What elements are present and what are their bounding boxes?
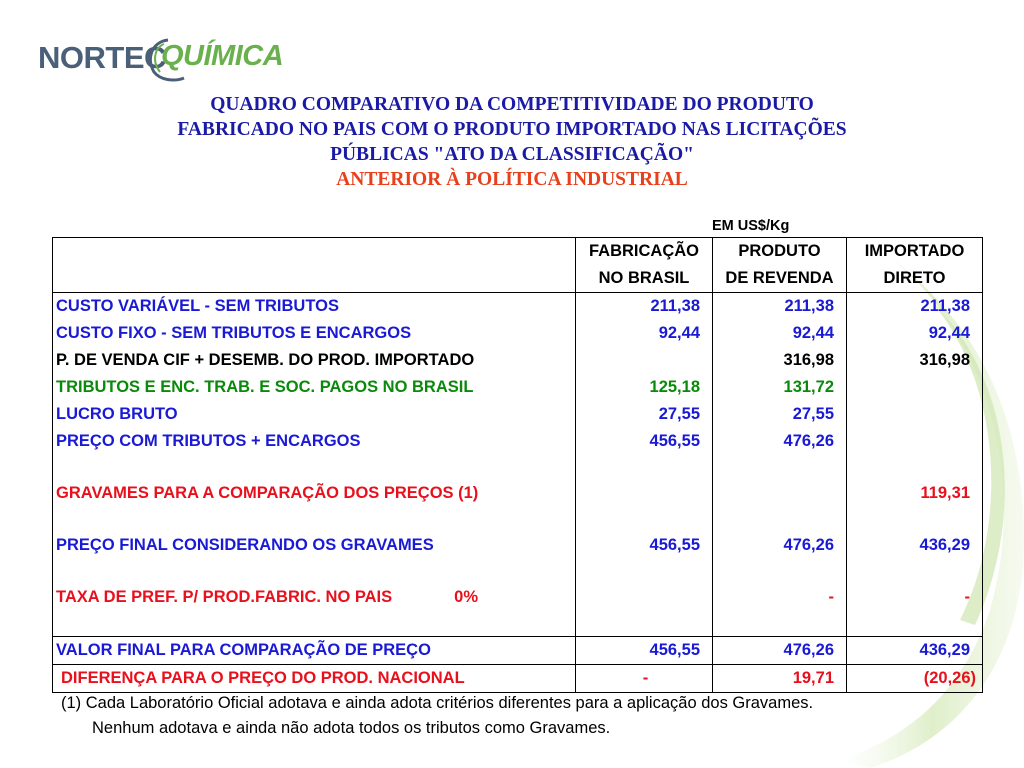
row-label: VALOR FINAL PARA COMPARAÇÃO DE PREÇO	[53, 637, 576, 665]
table-spacer-row	[53, 507, 983, 532]
cell-value: 316,98	[847, 347, 983, 374]
table-spacer-row	[53, 559, 983, 584]
cell-value	[847, 428, 983, 455]
header-importado: IMPORTADO	[847, 238, 983, 266]
table-row	[53, 665, 983, 693]
cell-value: 456,55	[576, 637, 713, 665]
cell-value: -	[713, 584, 847, 611]
cell-value	[576, 480, 713, 507]
cell-value: 476,26	[713, 428, 847, 455]
page-subtitle: ANTERIOR À POLÍTICA INDUSTRIAL	[336, 169, 688, 190]
table-spacer-row	[53, 611, 983, 637]
header-label-cell	[53, 238, 576, 266]
header-label-cell	[53, 265, 576, 293]
table-row	[53, 480, 983, 507]
cell-value: -	[576, 665, 713, 693]
row-label: PREÇO FINAL CONSIDERANDO OS GRAVAMES	[53, 532, 576, 559]
table-header-row-1	[53, 238, 983, 266]
table-row	[53, 320, 983, 347]
row-label: PREÇO COM TRIBUTOS + ENCARGOS	[53, 428, 576, 455]
footnote-1: (1) Cada Laboratório Oficial adotava e ainda adota critérios diferentes para a aplicação dos Gravames.	[61, 694, 814, 712]
taxa-percent: 0%	[454, 588, 479, 606]
header-no-brasil: NO BRASIL	[576, 265, 713, 293]
cell-value: 316,98	[713, 347, 847, 374]
cell-value: 476,26	[713, 637, 847, 665]
header-de-revenda: DE REVENDA	[713, 265, 847, 293]
cell-value: 92,44	[847, 320, 983, 347]
company-logo	[38, 36, 284, 84]
header-direto: DIRETO	[847, 265, 983, 293]
cell-value: (20,26)	[847, 665, 983, 693]
cell-value: 476,26	[713, 532, 847, 559]
currency-unit-label: EM US$/Kg	[712, 218, 790, 234]
cell-value: 92,44	[713, 320, 847, 347]
cell-value: 436,29	[847, 637, 983, 665]
cell-value: 436,29	[847, 532, 983, 559]
cell-value	[713, 480, 847, 507]
row-label: CUSTO VARIÁVEL - SEM TRIBUTOS	[53, 293, 576, 321]
cell-value: 211,38	[576, 293, 713, 321]
cell-value: 19,71	[713, 665, 847, 693]
table-row	[53, 584, 983, 611]
cell-value: 456,55	[576, 532, 713, 559]
cell-value: -	[847, 584, 983, 611]
header-fabricacao: FABRICAÇÃO	[576, 238, 713, 266]
cell-value	[847, 374, 983, 401]
row-label: TRIBUTOS E ENC. TRAB. E SOC. PAGOS NO BRASIL	[53, 374, 576, 401]
table-row	[53, 637, 983, 665]
cell-value: 92,44	[576, 320, 713, 347]
cell-value: 125,18	[576, 374, 713, 401]
row-label	[53, 584, 576, 611]
cell-value: 131,72	[713, 374, 847, 401]
cell-value	[576, 347, 713, 374]
logo-text-quimica: QUÍMICA	[161, 40, 284, 72]
table-row	[53, 374, 983, 401]
row-label: CUSTO FIXO - SEM TRIBUTOS E ENCARGOS	[53, 320, 576, 347]
table-row	[53, 401, 983, 428]
title-line-2: FABRICADO NO PAIS COM O PRODUTO IMPORTADO NAS LICITAÇÕES	[177, 119, 847, 140]
cell-value	[576, 584, 713, 611]
row-label: P. DE VENDA CIF + DESEMB. DO PROD. IMPORTADO	[53, 347, 576, 374]
comparison-table	[52, 237, 983, 693]
header-produto: PRODUTO	[713, 238, 847, 266]
table-row	[53, 293, 983, 321]
page-title	[0, 92, 1024, 192]
table-row	[53, 532, 983, 559]
table-row	[53, 428, 983, 455]
cell-value: 456,55	[576, 428, 713, 455]
title-line-3: PÚBLICAS "ATO DA CLASSIFICAÇÃO"	[330, 144, 694, 165]
cell-value	[847, 401, 983, 428]
row-label: GRAVAMES PARA A COMPARAÇÃO DOS PREÇOS (1)	[53, 480, 576, 507]
cell-value: 27,55	[713, 401, 847, 428]
cell-value: 211,38	[713, 293, 847, 321]
cell-value: 119,31	[847, 480, 983, 507]
table-spacer-row	[53, 455, 983, 480]
footnote-2: Nenhum adotava e ainda não adota todos os tributos como Gravames.	[92, 719, 611, 737]
row-label: LUCRO BRUTO	[53, 401, 576, 428]
row-label: DIFERENÇA PARA O PREÇO DO PROD. NACIONAL	[53, 665, 576, 693]
taxa-label: TAXA DE PREF. P/ PROD.FABRIC. NO PAIS	[56, 588, 393, 606]
table-row	[53, 347, 983, 374]
title-line-1: QUADRO COMPARATIVO DA COMPETITIVIDADE DO PRODUTO	[210, 94, 814, 115]
logo-text-nortec: NORTEC	[38, 40, 166, 75]
cell-value: 27,55	[576, 401, 713, 428]
cell-value: 211,38	[847, 293, 983, 321]
table-header-row-2	[53, 265, 983, 293]
